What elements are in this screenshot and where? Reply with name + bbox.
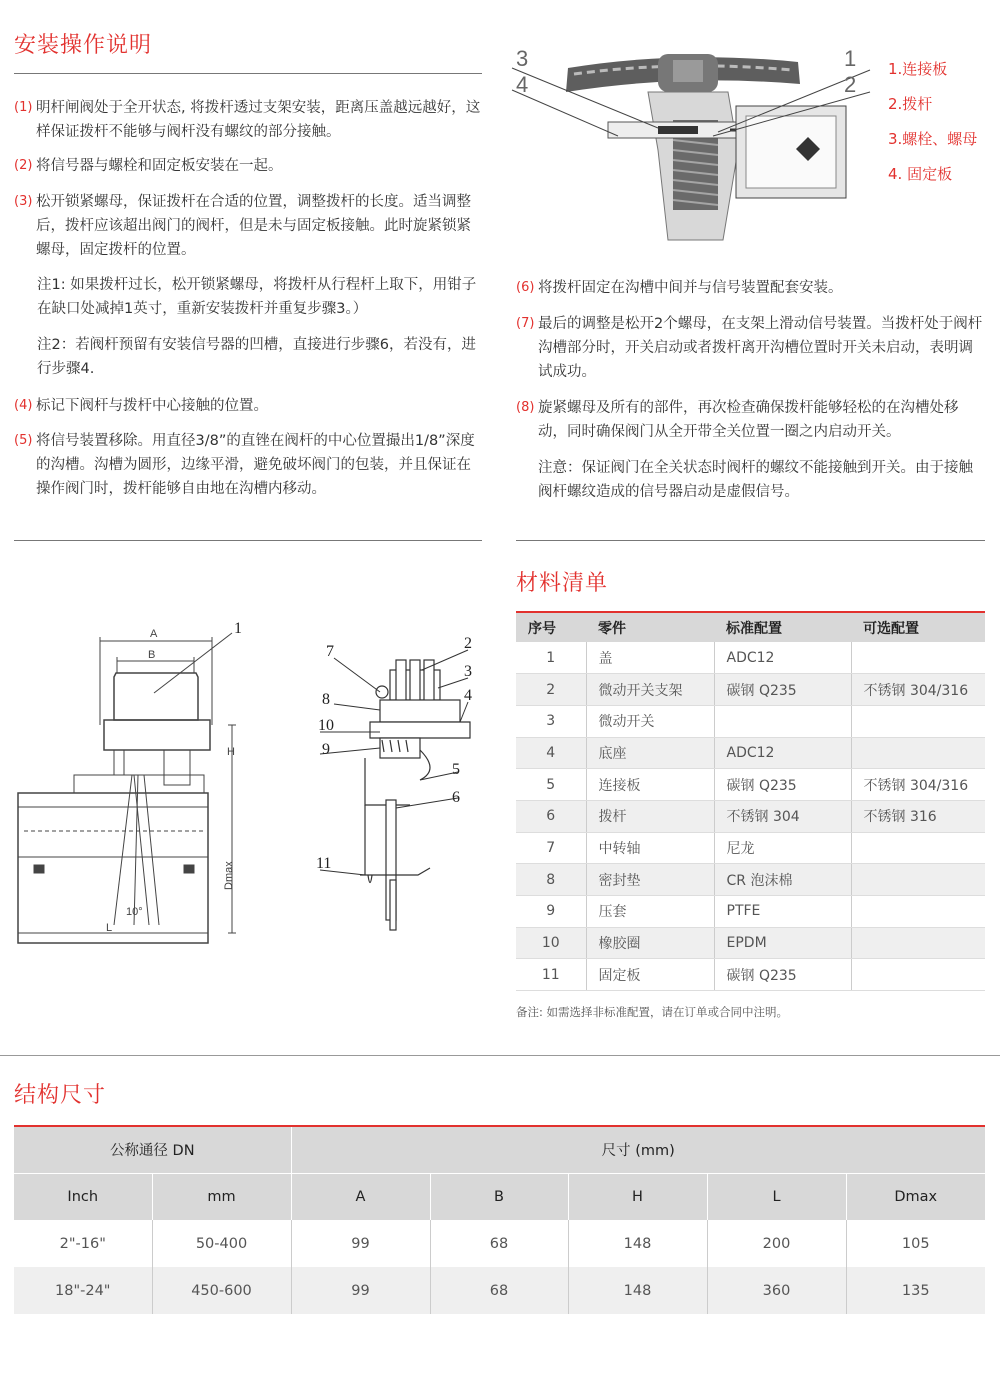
step-number: (3) [14, 194, 33, 209]
dimensions-cell: 148 [568, 1267, 707, 1314]
install-step-4 [14, 394, 484, 418]
install-step-2 [14, 154, 484, 178]
materials-cell: 8 [516, 864, 586, 896]
dim-label-B: B [148, 649, 156, 661]
materials-row [516, 800, 985, 832]
part-callout-7: 7 [326, 643, 334, 660]
materials-cell: ADC12 [714, 737, 851, 769]
right-divider [516, 540, 985, 541]
step-number: (5) [14, 433, 33, 448]
dim-label-A: A [150, 628, 158, 640]
materials-cell: 不锈钢 304/316 [851, 769, 985, 801]
photo-callout-2: 2 [844, 72, 857, 97]
dimensions-cell: 18"-24" [14, 1267, 152, 1314]
part-callout-5: 5 [452, 761, 460, 778]
dim-label-L: L [106, 922, 113, 934]
materials-cell: 10 [516, 927, 586, 959]
legend-item-4: 4. 固定板 [888, 165, 953, 183]
left-divider [14, 540, 482, 541]
step-number: (7) [516, 316, 535, 331]
dimensions-cell: 68 [430, 1220, 568, 1267]
materials-cell: 尼龙 [714, 832, 851, 864]
dimensions-cell: 105 [901, 1235, 930, 1252]
dim-label-H: H [227, 746, 235, 758]
install-step-5 [14, 429, 484, 501]
install-title-rule [14, 73, 482, 74]
install-step-6 [516, 276, 986, 300]
part-callout-10: 10 [318, 717, 334, 734]
materials-cell: 2 [516, 674, 586, 706]
dimensions-table [14, 1125, 985, 1314]
dimensions-row [14, 1220, 985, 1267]
materials-cell [714, 705, 851, 737]
dimensions-cell: 135 [846, 1267, 985, 1314]
photo-legend [888, 52, 977, 192]
materials-cell: 盖 [586, 642, 714, 674]
step-number: (8) [516, 400, 535, 415]
header-cell: mm [152, 1173, 291, 1220]
dimensions-cell: 99 [291, 1220, 430, 1267]
dimensions-cell: 2"-16" [14, 1220, 152, 1267]
materials-cell: 4 [516, 737, 586, 769]
materials-cell: PTFE [714, 896, 851, 928]
materials-cell [851, 864, 985, 896]
materials-cell: 不锈钢 304/316 [851, 674, 985, 706]
legend-item-3: 3.螺栓、螺母 [888, 130, 978, 148]
materials-cell: 不锈钢 304 [714, 800, 851, 832]
dimensions-cell: 148 [568, 1220, 707, 1267]
materials-row [516, 864, 985, 896]
photo-callout-1: 1 [844, 46, 857, 71]
dimension-drawing [14, 615, 259, 945]
materials-cell: 橡胶圈 [586, 927, 714, 959]
materials-cell [851, 737, 985, 769]
group-header-cell: 公称通径 DN [14, 1126, 291, 1173]
materials-cell: 底座 [586, 737, 714, 769]
materials-cell: 密封垫 [586, 864, 714, 896]
part-callout-6: 6 [452, 789, 460, 806]
dim-label-Dmax: Dmax [223, 861, 235, 890]
step-text: 旋紧螺母及所有的部件，再次检查确保拨杆能够轻松的在沟槽处移动，同时确保阀门从全开带全关位置一圈之内启动开关。 [538, 400, 959, 440]
materials-row [516, 927, 985, 959]
materials-row [516, 959, 985, 991]
legend-item-1: 1.连接板 [888, 60, 948, 78]
materials-cell: 微动开关支架 [586, 674, 714, 706]
materials-cell [851, 896, 985, 928]
step-number: (6) [516, 280, 535, 295]
materials-cell: EPDM [714, 927, 851, 959]
header-cell: Inch [14, 1173, 152, 1220]
materials-cell: 压套 [586, 896, 714, 928]
dimensions-title: 结构尺寸 [14, 1083, 107, 1108]
dimensions-cell: 68 [430, 1267, 568, 1314]
materials-cell: 拨杆 [586, 800, 714, 832]
install-note-2: 注2：若阀杆预留有安装信号器的凹槽，直接进行步骤6，若没有，进行步骤4. [37, 337, 476, 377]
dimensions-cell: 360 [707, 1267, 846, 1314]
header-cell: Dmax [846, 1173, 985, 1220]
header-cell: H [568, 1173, 707, 1220]
materials-row [516, 705, 985, 737]
header-cell: 标准配置 [714, 612, 851, 642]
materials-cell: 连接板 [586, 769, 714, 801]
part-callout-3: 3 [464, 663, 472, 680]
header-cell: 序号 [516, 612, 586, 642]
step-text: 最后的调整是松开2个螺母，在支架上滑动信号装置。当拨杆处于阀杆沟槽部分时，开关启动或者拨杆离开沟槽位置时开关未启动，表明调试成功。 [538, 316, 983, 380]
materials-row [516, 642, 985, 674]
materials-row [516, 896, 985, 928]
dimensions-cell: 450-600 [152, 1267, 291, 1314]
photo-callout-3: 3 [516, 46, 529, 71]
install-step-8 [516, 396, 986, 444]
step-number: (4) [14, 398, 33, 413]
materials-cell: ADC12 [714, 642, 851, 674]
photo-callout-4: 4 [516, 72, 529, 97]
materials-row [516, 674, 985, 706]
install-step-3 [14, 190, 484, 262]
materials-cell [851, 927, 985, 959]
parts-drawing [310, 630, 490, 940]
dimensions-header-row [14, 1173, 985, 1220]
dimensions-cell: 99 [291, 1267, 430, 1314]
materials-cell: 碳钢 Q235 [714, 769, 851, 801]
step-number: (2) [14, 158, 33, 173]
dim-callout-1: 1 [234, 620, 242, 637]
install-step-7 [516, 312, 986, 384]
step-text: 将拨杆固定在沟槽中间并与信号装置配套安装。 [538, 280, 843, 296]
materials-cell: 固定板 [586, 959, 714, 991]
step-text: 明杆闸阀处于全开状态, 将拨杆透过支架安装，距离压盖越远越好，这样保证拨杆不能够与阀杆没有螺纹的部分接触。 [36, 100, 481, 140]
header-cell: 零件 [586, 612, 714, 642]
materials-cell [851, 832, 985, 864]
valve-photo [508, 40, 878, 245]
part-callout-9: 9 [322, 741, 330, 758]
materials-cell: CR 泡沫棉 [714, 864, 851, 896]
materials-row [516, 832, 985, 864]
legend-item-2: 2.拨杆 [888, 95, 933, 113]
materials-footnote: 备注: 如需选择非标准配置，请在订单或合同中注明。 [516, 1005, 789, 1019]
step-number: (1) [14, 100, 33, 115]
materials-cell: 5 [516, 769, 586, 801]
materials-cell: 碳钢 Q235 [714, 959, 851, 991]
dimensions-row [14, 1267, 985, 1314]
install-note-1: 注1: 如果拨杆过长，松开锁紧螺母，将拨杆从行程杆上取下，用钳子在缺口处减掉1英寸，重新安装拨杆并重复步骤3。） [37, 277, 477, 317]
part-callout-8: 8 [322, 691, 330, 708]
materials-cell: 3 [516, 705, 586, 737]
dimensions-cell: 50-400 [152, 1220, 291, 1267]
install-title: 安装操作说明 [14, 33, 153, 58]
dimensions-cell: 200 [707, 1220, 846, 1267]
step-text: 标记下阀杆与拨杆中心接触的位置。 [36, 398, 268, 414]
header-cell: B [430, 1173, 568, 1220]
full-divider [0, 1055, 1000, 1056]
group-header-cell: 尺寸 (mm) [291, 1126, 985, 1173]
materials-cell: 7 [516, 832, 586, 864]
materials-cell: 微动开关 [586, 705, 714, 737]
materials-cell: 6 [516, 800, 586, 832]
header-cell: L [707, 1173, 846, 1220]
materials-cell: 中转轴 [586, 832, 714, 864]
part-callout-2: 2 [464, 635, 472, 652]
install-step-1 [14, 96, 484, 144]
materials-cell [851, 959, 985, 991]
dim-label-angle: 10° [126, 906, 143, 918]
part-callout-4: 4 [464, 687, 472, 704]
materials-row [516, 737, 985, 769]
materials-header-row [516, 612, 985, 642]
materials-cell: 1 [516, 642, 586, 674]
part-callout-11: 11 [316, 855, 332, 872]
install-note-3: 注意：保证阀门在全关状态时阀杆的螺纹不能接触到开关。由于接触阀杆螺纹造成的信号器启动是虚假信号。 [538, 460, 973, 500]
materials-cell: 11 [516, 959, 586, 991]
header-cell: A [291, 1173, 430, 1220]
step-text: 松开锁紧螺母，保证拨杆在合适的位置，调整拨杆的长度。适当调整后，拨杆应该超出阀门的阀杆，但是未与固定板接触。此时旋紧锁紧螺母，固定拨杆的位置。 [36, 194, 471, 258]
dimensions-group-header-row [14, 1126, 985, 1173]
step-text: 将信号装置移除。用直径3/8”的直锉在阀杆的中心位置撮出1/8”深度的沟槽。沟槽为圆形，边缘平滑，避免破坏阀门的包装，并且保证在操作阀门时，拨杆能够自由地在沟槽内移动。 [36, 433, 475, 497]
materials-title: 材料清单 [516, 571, 609, 596]
materials-table [516, 611, 985, 991]
materials-cell: 不锈钢 316 [851, 800, 985, 832]
materials-row [516, 769, 985, 801]
materials-cell: 碳钢 Q235 [714, 674, 851, 706]
materials-cell: 9 [516, 896, 586, 928]
materials-cell [851, 705, 985, 737]
materials-cell [851, 642, 985, 674]
header-cell: 可选配置 [851, 612, 985, 642]
step-text: 将信号器与螺栓和固定板安装在一起。 [36, 158, 283, 174]
